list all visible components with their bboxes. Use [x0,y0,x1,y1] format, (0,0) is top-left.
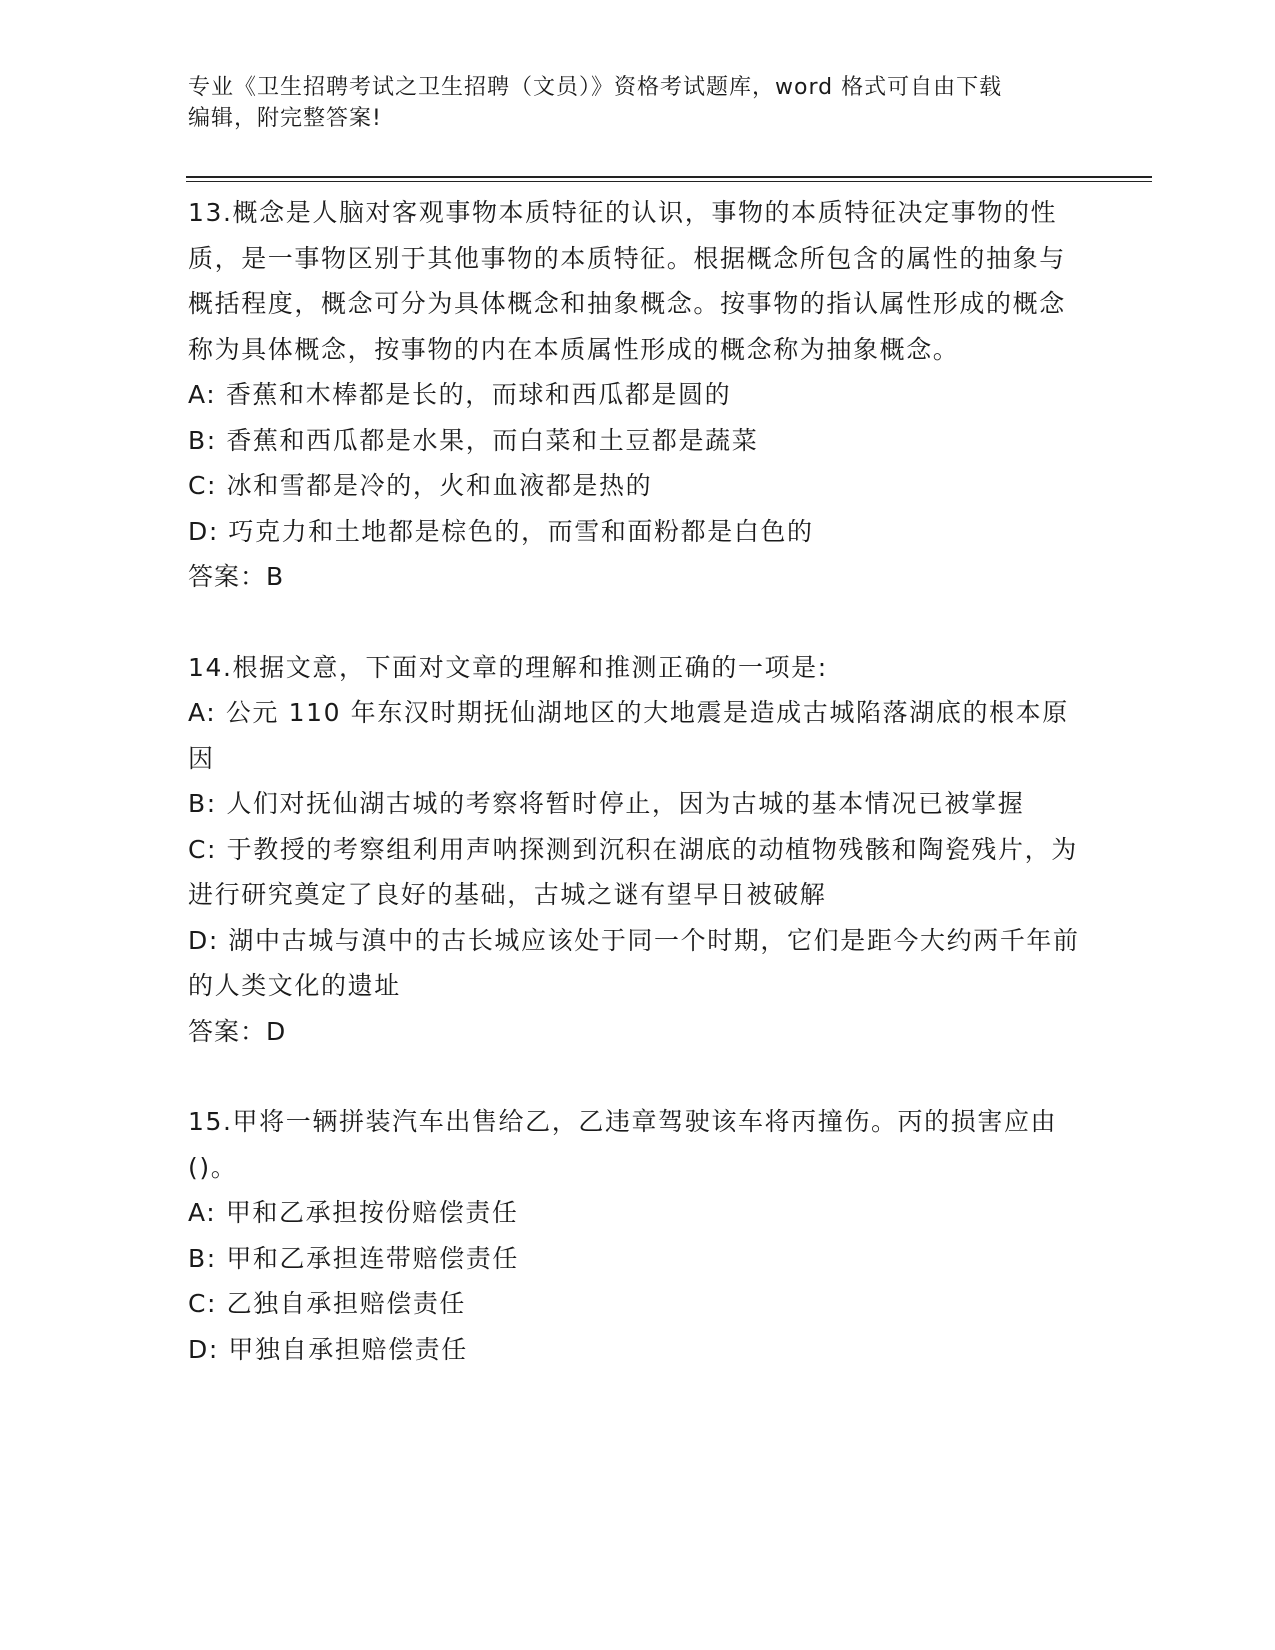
document-header [188,72,1078,134]
question-text: 13.概念是人脑对客观事物本质特征的认识，事物的本质特征决定事物的性质，是一事物区别于其他事物的本质特征。根据概念所包含的属性的抽象与概括程度，概念可分为具体概念和抽象概念。按事物的指认属性形成的概念称为具体概念，按事物的内在本质属性形成的概念称为抽象概念。 [188,198,1066,364]
answer-line [188,1009,1088,1055]
answer-label: 答案： [188,562,267,591]
answer-label: 答案： [188,1016,267,1046]
question-text: 15.甲将一辆拼装汽车出售给乙，乙违章驾驶该车将丙撞伤。丙的损害应由()。 [188,1107,1058,1182]
option-c: C: 乙独自承担赔偿责任 [188,1289,467,1318]
header-line-2: 编辑，附完整答案! [188,106,382,131]
option-a: A: 香蕉和木棒都是长的，而球和西瓜都是圆的 [188,380,732,409]
option-b: B: 甲和乙承担连带赔偿责任 [188,1243,519,1273]
option-c: C: 于教授的考察组利用声呐探测到沉积在湖底的动植物残骸和陶瓷残片，为进行研究奠定了良好的基础，古城之谜有望早日被破解 [188,834,1078,909]
question-14 [188,645,1088,1055]
answer-line [188,554,1088,600]
question-text: 14.根据文意，下面对文章的理解和推测正确的一项是: [188,652,828,682]
option-b: B: 人们对抚仙湖古城的考察将暂时停止，因为古城的基本情况已被掌握 [188,789,1025,818]
header-line-1: 专业《卫生招聘考试之卫生招聘（文员）》资格考试题库，word 格式可自由下载 [188,75,1003,100]
option-d: D: 甲独自承担赔偿责任 [188,1334,468,1364]
option-a: A: 甲和乙承担按份赔偿责任 [188,1198,519,1227]
header-divider-thick [186,176,1152,178]
option-d: D: 巧克力和土地都是棕色的，而雪和面粉都是白色的 [188,516,814,546]
option-d: D: 湖中古城与滇中的古长城应该处于同一个时期，它们是距今大约两千年前的人类文化的遗址 [188,925,1080,1000]
option-a: A: 公元 110 年东汉时期抚仙湖地区的大地震是造成古城陷落湖底的根本原因 [188,698,1069,773]
option-c: C: 冰和雪都是冷的，火和血液都是热的 [188,471,653,500]
answer-value: B [266,562,285,591]
header-divider-thin [186,181,1152,182]
question-13 [188,190,1088,600]
option-b: B: 香蕉和西瓜都是水果，而白菜和土豆都是蔬菜 [188,425,759,455]
question-15 [188,1099,1088,1372]
question-list [188,190,1088,1417]
answer-value: D [266,1016,287,1046]
